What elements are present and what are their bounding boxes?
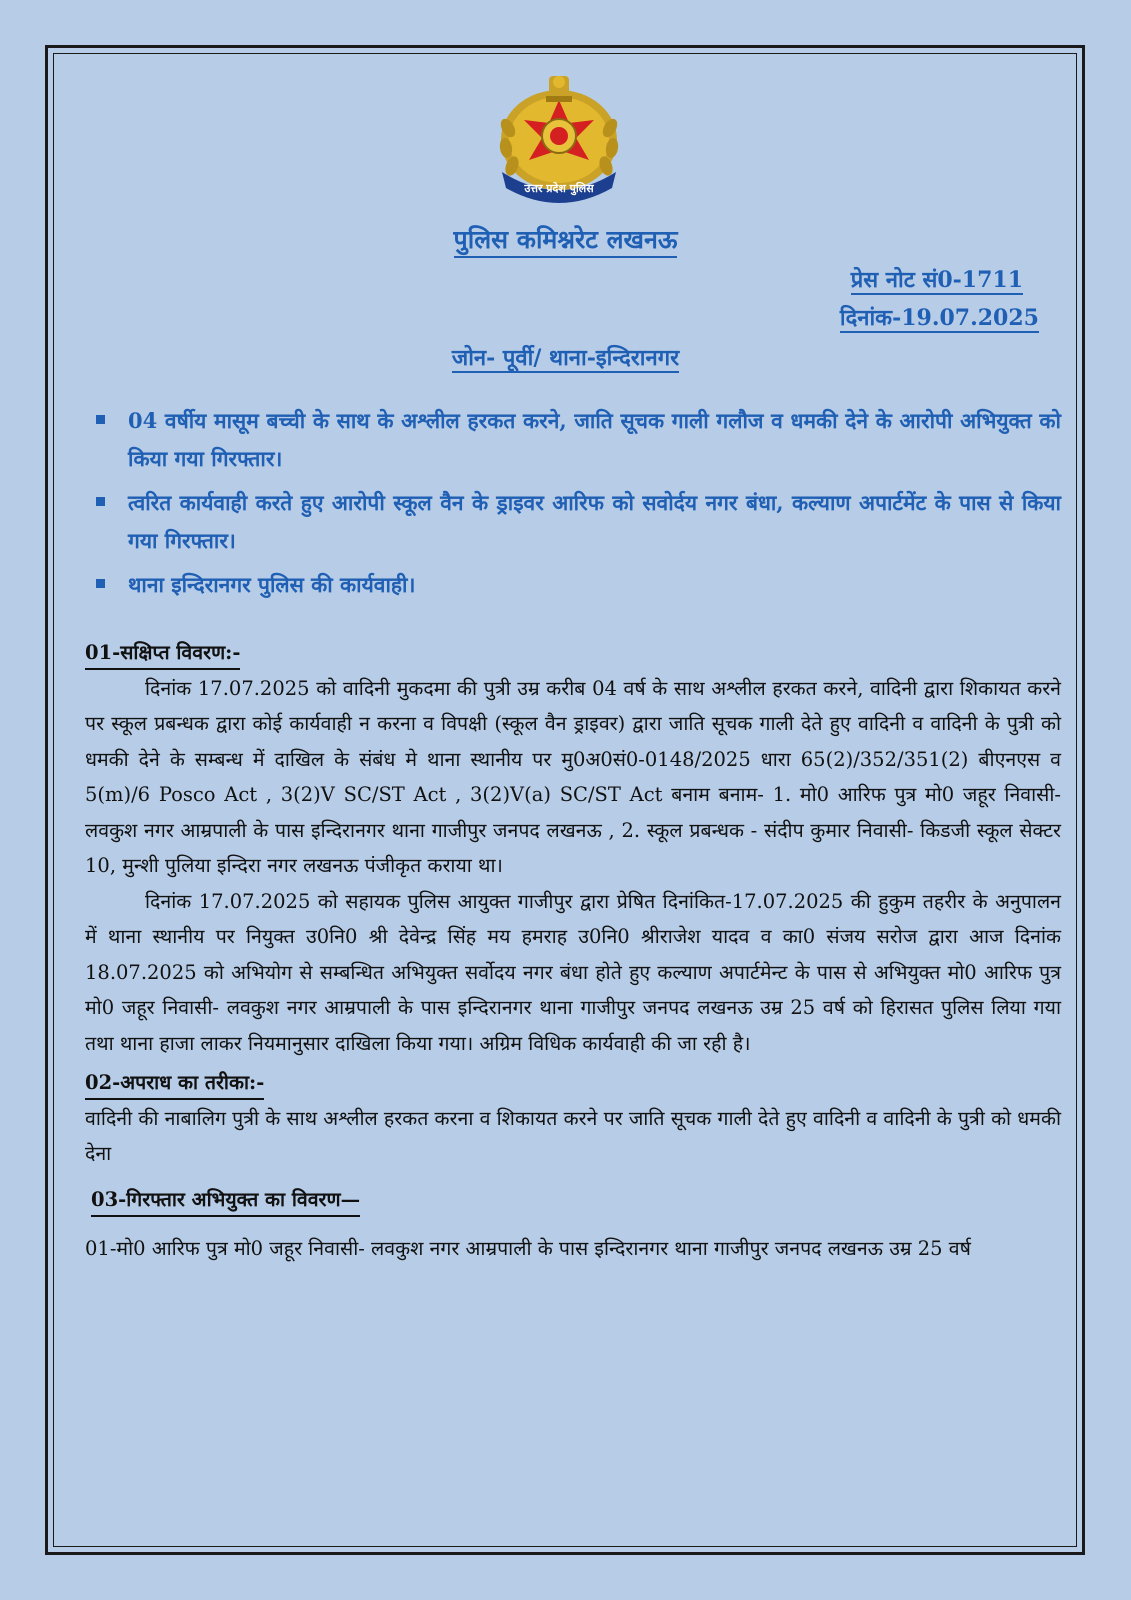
- emblem-ribbon-text: उत्तर प्रदेश पुलिस: [524, 182, 594, 195]
- bullet-square-icon: [96, 579, 105, 588]
- section-heading-summary: 01-सक्षिप्त विवरण:-: [85, 638, 240, 670]
- press-note-body: [85, 635, 1061, 1267]
- arrested-accused-text: 01-मो0 आरिफ पुत्र मो0 जहूर निवासी- लवकुश नगर आम्रपाली के पास इन्दिरानगर थाना गाजीपुर जनपद लखनऊ उम्र 25 वर्ष: [85, 1237, 971, 1260]
- bullet-square-icon: [96, 415, 105, 424]
- highlight-item: 04 वर्षीय मासूम बच्ची के साथ के अश्लील हरकत करने, जाति सूचक गाली गलौज व धमकी देने के आरोपी अभियुक्त को किया गया गिरफ्तार।: [96, 402, 1061, 478]
- up-police-emblem-icon: [494, 68, 624, 203]
- highlight-item: त्वरित कार्यवाही करते हुए आरोपी स्कूल वैन के ड्राइवर आरिफ को सवोर्दय नगर बंधा, कल्याण अपार्टमेंट के पास से किया गया गिरफ्तार।: [96, 484, 1061, 560]
- section-heading-modus: 02-अपराध का तरीका:-: [85, 1068, 264, 1100]
- modus-operandi-text: वादिनी की नाबालिग पुत्री के साथ अश्लील हरकत करना व शिकायत करने पर जाति सूचक गाली देते हुए वादिनी व वादिनी के पुत्री को धमकी देना: [85, 1106, 1061, 1165]
- press-note-number: प्रेस नोट सं0-1711: [850, 267, 1023, 293]
- bullet-square-icon: [96, 497, 105, 506]
- page-title: पुलिस कमिश्नरेट लखनऊ: [0, 222, 1131, 256]
- highlight-item: थाना इन्दिरानगर पुलिस की कार्यवाही।: [96, 566, 1061, 604]
- highlights-list: [96, 402, 1061, 610]
- section-heading-arrested: 03-गिरफ्तार अभियुक्त का विवरण—: [91, 1185, 360, 1217]
- summary-paragraph-1: दिनांक 17.07.2025 को वादिनी मुकदमा की पुत्री उम्र करीब 04 वर्ष के साथ अश्लील हरकत करने, वादिनी द्वारा शिकायत करने पर स्कूल प्रबन्धक द्वारा कोई कार्यवाही न करना व विपक्षी (स्कूल वैन ड्राइवर) द्वारा जाति सूचक गाली देते हुए वादिनी व वादिनी के पुत्री को धमकी देने के सम्बन्ध में दाखिल के संबंध मे थाना स्थानीय पर मु0अ0सं0-0148/2025 धारा 65(2)/352/351(2) बीएनएस व 5(m)/6 Posco Act , 3(2)V SC/ST Act , 3(2)V(a) SC/ST Act बनाम बनाम- 1. मो0 आरिफ पुत्र मो0 जहूर निवासी- लवकुश नगर आम्रपाली के पास इन्दिरानगर थाना गाजीपुर जनपद लखनऊ , 2. स्कूल प्रबन्धक - संदीप कुमार निवासी- किडजी स्कूल सेक्टर 10, मुन्शी पुलिया इन्दिरा नगर लखनऊ पंजीकृत कराया था।: [85, 676, 1061, 877]
- zone-station: जोन- पूर्वी/ थाना-इन्दिरानगर: [451, 345, 680, 371]
- press-note-date: दिनांक-19.07.2025: [839, 305, 1039, 331]
- summary-paragraph-2: दिनांक 17.07.2025 को सहायक पुलिस आयुक्त गाजीपुर द्वारा प्रेषित दिनांकित-17.07.2025 की हुकुम तहरीर के अनुपालन में थाना स्थानीय पर नियुक्त उ0नि0 श्री देवेन्द्र सिंह मय हमराह उ0नि0 श्रीराजेश यादव व का0 संजय सरोज द्वारा आज दिनांक 18.07.2025 को अभियोग से सम्बन्धित अभियुक्त सर्वोदय नगर बंधा होते हुए कल्याण अपार्टमेन्ट के पास से अभियुक्त मो0 आरिफ पुत्र मो0 जहूर निवासी- लवकुश नगर आम्रपाली के पास इन्दिरानगर थाना गाजीपुर जनपद लखनऊ उम्र 25 वर्ष को हिरासत पुलिस लिया गया तथा थाना हाजा लाकर नियमानुसार दाखिला किया गया। अग्रिम विधिक कार्यवाही की जा रही है।: [85, 889, 1061, 1055]
